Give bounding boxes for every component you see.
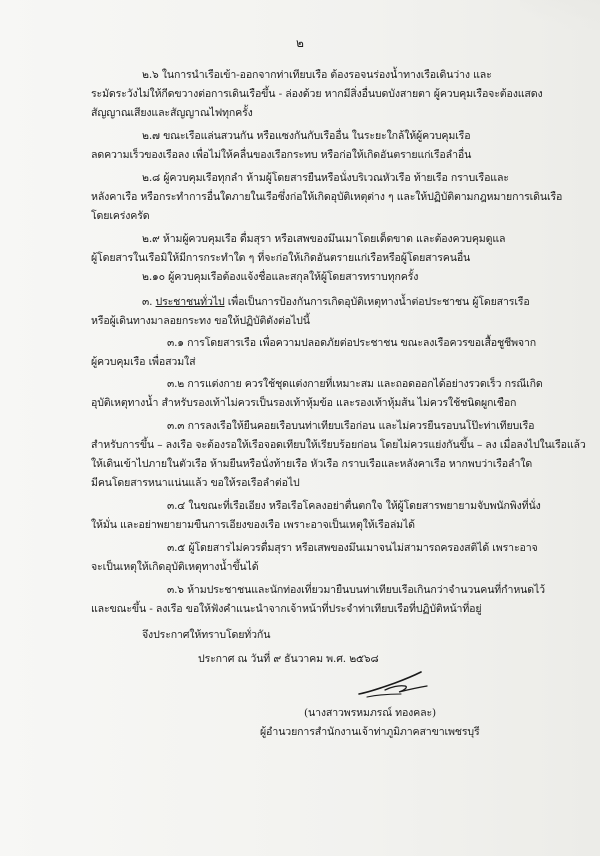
item-3-5-line-2: จะเป็นเหตุให้เกิดอุบัติเหตุทางน้ำขึ้นได้ — [91, 561, 259, 573]
item-2-8-line-3: โดยเคร่งครัด — [91, 210, 150, 222]
item-2-8-line-2: หลังคาเรือ หรือกระทำการอื่นใดภายในเรือซึ่งก่อให้เกิดอุบัติเหตุต่าง ๆ และให้ปฏิบัติตามกฎหมายการเดินเรือ — [91, 191, 563, 203]
signer-position: ผู้อำนวยการสำนักงานเจ้าท่าภูมิภาคสาขาเพชรบุรี — [260, 726, 480, 738]
signer-name: (นางสาวพรหมภรณ์ ทองคละ) — [304, 707, 436, 719]
item-3-2-line-2: อุบัติเหตุทางน้ำ สำหรับรองเท้าไม่ควรเป็นรองเท้าหุ้มข้อ และรองเท้าหุ้มส้น ไม่ควรใช้ชนิดผูกเชือก — [91, 397, 517, 409]
item-3-4-line-1: ๓.๔ ในขณะที่เรือเอียง หรือเรือโคลงอย่าตื่นตกใจ ให้ผู้โดยสารพยายามจับพนักพิงที่นั่ง — [167, 500, 541, 512]
item-2-6-line-3: สัญญาณเสียงและสัญญาณไฟทุกครั้ง — [91, 107, 253, 119]
item-3-3-line-3: ให้เดินเข้าไปภายในตัวเรือ ห้ามยืนหรือนั่งท้ายเรือ หัวเรือ กราบเรือและหลังคาเรือ หากพบว่าเรือลำใด — [91, 458, 533, 470]
paper-fold-shadow — [520, 0, 600, 30]
item-3-2-line-1: ๓.๒ การแต่งกาย ควรใช้ชุดแต่งกายที่เหมาะสม และถอดออกได้อย่างรวดเร็ว กรณีเกิด — [167, 378, 543, 390]
announcement-date: ประกาศ ณ วันที่ ๙ ธันวาคม พ.ศ. ๒๕๖๘ — [198, 653, 379, 665]
item-2-9-line-1: ๒.๙ ห้ามผู้ควบคุมเรือ ดื่มสุรา หรือเสพของมึนเมาโดยเด็ดขาด และต้องควบคุมดูแล — [142, 233, 506, 245]
item-2-6-line-2: ระมัดระวังไม่ให้กีดขวางต่อการเดินเรือขึ้น - ล่องด้วย หากมีสิ่งอื่นบดบังสายตา ผู้ควบคุมเรือจะต้องแสดง — [91, 88, 543, 100]
section-3-heading: ประชาชนทั่วไป — [155, 296, 225, 308]
item-2-9-line-2: ผู้โดยสารในเรือมิให้มีการกระทำใด ๆ ที่จะก่อให้เกิดอันตรายแก่เรือหรือผู้โดยสารคนอื่น — [91, 252, 471, 264]
item-3-3-line-1: ๓.๓ การลงเรือให้ยืนคอยเรือบนท่าเทียบเรือก่อน และไม่ควรยืนรอบนโป๊ะท่าเทียบเรือ — [167, 420, 535, 432]
item-2-10-line-1: ๒.๑๐ ผู้ควบคุมเรือต้องแจ้งชื่อและสกุลให้ผู้โดยสารทราบทุกครั้ง — [142, 271, 419, 283]
item-3-3-line-4: มีคนโดยสารหนาแน่นแล้ว ขอให้รอเรือลำต่อไป — [91, 477, 300, 489]
item-3-4-line-2: ให้มั่น และอย่าพยายามขืนการเอียงของเรือ เพราะอาจเป็นเหตุให้เรือล่มได้ — [91, 519, 415, 531]
item-3-3-line-2: สำหรับการขึ้น – ลงเรือ จะต้องรอให้เรือจอดเทียบให้เรียบร้อยก่อน โดยไม่ควรแย่งกันขึ้น – ลง เมื่อลงไปในเรือแล้ว — [91, 439, 586, 451]
item-2-8-line-1: ๒.๘ ผู้ควบคุมเรือทุกลำ ห้ามผู้โดยสารยืนหรือนั่งบริเวณหัวเรือ ท้ายเรือ กราบเรือและ — [142, 172, 509, 184]
section-3-line-2: หรือผู้เดินทางมาลอยกระทง ขอให้ปฏิบัติดังต่อไปนี้ — [91, 315, 310, 327]
item-3-5-line-1: ๓.๕ ผู้โดยสารไม่ควรดื่มสุรา หรือเสพของมึนเมาจนไม่สามารถครองสติได้ เพราะอาจ — [167, 542, 538, 554]
item-3-1-line-2: ผู้ควบคุมเรือ เพื่อสวมใส่ — [91, 356, 196, 368]
item-2-7-line-2: ลดความเร็วของเรือลง เพื่อไม่ให้คลื่นของเรือกระทบ หรือก่อให้เกิดอันตรายแก่เรือลำอื่น — [91, 149, 472, 161]
section-3-line-1 — [142, 295, 530, 309]
announcement: จึงประกาศให้ทราบโดยทั่วกัน — [142, 629, 271, 641]
handwritten-signature — [355, 668, 435, 700]
section-3-intro: เพื่อเป็นการป้องกันการเกิดอุบัติเหตุทางน้ำต่อประชาชน ผู้โดยสารเรือ — [227, 296, 530, 308]
item-3-1-line-1: ๓.๑ การโดยสารเรือ เพื่อความปลอดภัยต่อประชาชน ขณะลงเรือควรขอเสื้อชูชีพจาก — [167, 337, 537, 349]
item-3-6-line-1: ๓.๖ ห้ามประชาชนและนักท่องเที่ยวมายืนบนท่าเทียบเรือเกินกว่าจำนวนคนที่กำหนดไว้ — [167, 584, 545, 596]
page-number: ๒ — [296, 36, 304, 50]
item-2-6-line-1: ๒.๖ ในการนำเรือเข้า-ออกจากท่าเทียบเรือ ต้องรอจนร่องน้ำทางเรือเดินว่าง และ — [142, 69, 492, 81]
section-3-number: ๓. — [142, 296, 153, 308]
item-2-7-line-1: ๒.๗ ขณะเรือแล่นสวนกัน หรือแซงกันกับเรืออื่น ในระยะใกล้ให้ผู้ควบคุมเรือ — [142, 130, 471, 142]
item-3-6-line-2: และขณะขึ้น - ลงเรือ ขอให้ฟังคำแนะนำจากเจ้าหน้าที่ประจำท่าเทียบเรือที่ปฏิบัติหน้าที่อยู่ — [91, 603, 482, 615]
